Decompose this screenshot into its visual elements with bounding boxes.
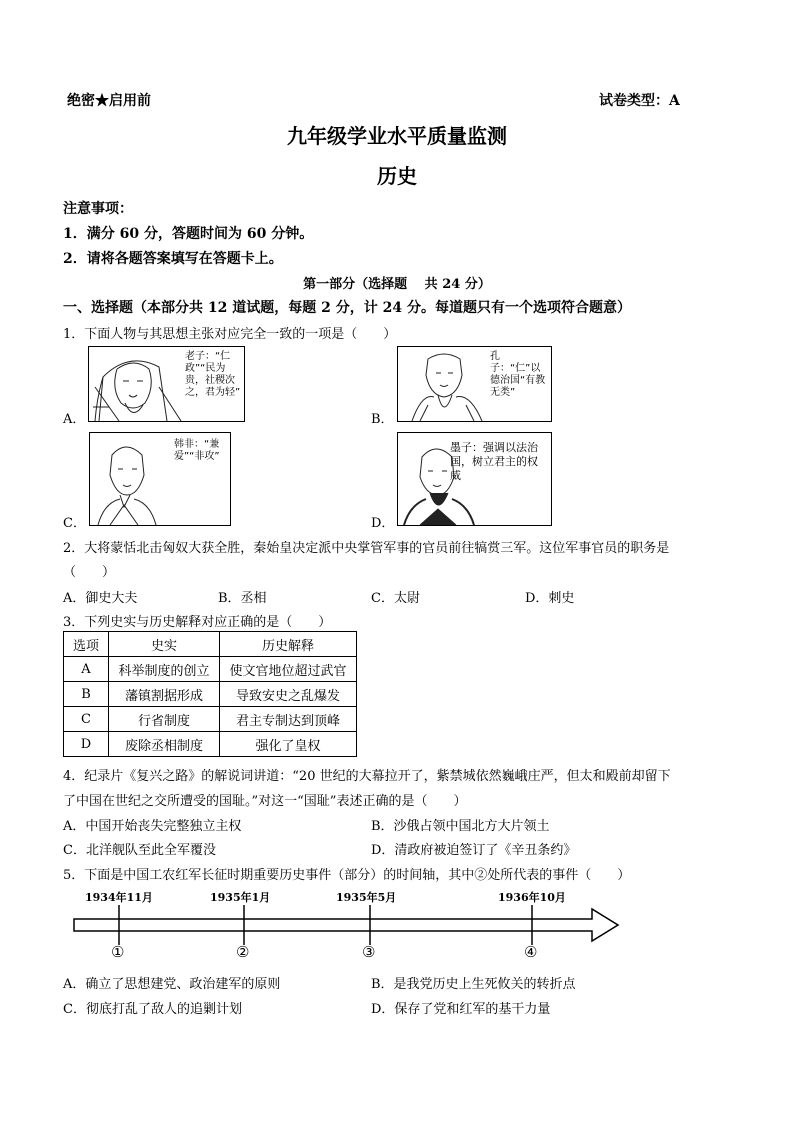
option: D．刺史 xyxy=(525,591,575,606)
option: B．是我党历史上生死攸关的转折点 xyxy=(371,977,576,992)
table-row xyxy=(64,707,357,732)
table-row xyxy=(64,732,357,757)
note-item: 2．请将各题答案填写在答题卡上。 xyxy=(63,251,283,267)
timeline-mark: ② xyxy=(236,943,250,961)
question-3-stem: 3．下列史实与历史解释对应正确的是（ ） xyxy=(63,615,332,630)
question-5-stem: 5．下面是中国工农红军长征时期重要历史事件（部分）的时间轴，其中②处所代表的事件（ ） xyxy=(63,868,631,883)
question-4-stem-cont: 了中国在世纪之交所遭受的国耻。”对这一“国耻”表述正确的是（ ） xyxy=(63,794,467,809)
portrait-caption: 墨子：强调以法治国，树立君主的权威 xyxy=(450,441,538,482)
table-cell: 君主专制达到顶峰 xyxy=(220,707,357,732)
confidential-label: 绝密★启用前 xyxy=(67,93,151,109)
part1-heading: 第一部分（选择题 共 24 分） xyxy=(303,277,491,292)
option: C．北洋舰队至此全军覆没 xyxy=(63,843,216,858)
portrait-caption: 孔子：“仁”以德治国“有教无类” xyxy=(490,351,546,398)
option: A．御史大夫 xyxy=(63,591,138,606)
table-cell: 强化了皇权 xyxy=(220,732,357,757)
timeline-date: 1935年1月 xyxy=(210,891,271,904)
portrait-d xyxy=(397,432,552,526)
question-2-stem-cont: （ ） xyxy=(63,565,116,580)
table-cell: B xyxy=(64,682,109,707)
portrait-caption: 老子：“仁政”“民为贵，社稷次之，君为轻” xyxy=(185,351,241,398)
table-cell: A xyxy=(64,657,109,682)
option: D．保存了党和红军的基干力量 xyxy=(371,1002,551,1017)
exam-title: 九年级学业水平质量监测 xyxy=(287,124,507,148)
portrait-b xyxy=(397,346,552,422)
table-header: 历史解释 xyxy=(220,632,357,657)
timeline-date: 1935年5月 xyxy=(336,891,397,904)
timeline-date: 1936年10月 xyxy=(498,891,566,904)
portrait-a xyxy=(88,346,245,422)
table-header-row xyxy=(64,632,357,657)
option-label: C． xyxy=(63,516,86,531)
portrait-c xyxy=(89,432,231,526)
option-label: D． xyxy=(371,516,395,531)
table-cell: 科举制度的创立 xyxy=(109,657,220,682)
table-cell: 导致安史之乱爆发 xyxy=(220,682,357,707)
option: C．太尉 xyxy=(371,591,420,606)
history-table xyxy=(63,631,357,757)
timeline-mark: ① xyxy=(111,943,125,961)
option: B．丞相 xyxy=(218,591,267,606)
table-cell: 使文官地位超过武官 xyxy=(220,657,357,682)
option: A．确立了思想建党、政治建军的原则 xyxy=(63,977,281,992)
timeline-mark: ③ xyxy=(362,943,376,961)
option: C．彻底打乱了敌人的追剿计划 xyxy=(63,1002,242,1017)
table-header: 选项 xyxy=(64,632,109,657)
option-label: A． xyxy=(63,412,86,427)
section-heading: 一、选择题（本部分共 12 道试题，每题 2 分，计 24 分。每道题只有一个选项符合题意） xyxy=(63,300,631,316)
option: B．沙俄占领中国北方大片领土 xyxy=(371,819,550,834)
table-row xyxy=(64,682,357,707)
question-2-stem: 2．大将蒙恬北击匈奴大获全胜，秦始皇决定派中央掌管军事的官员前往犒赏三军。这位军事官员的职务是 xyxy=(63,541,670,556)
portrait-caption: 韩非：“兼爱”“非攻” xyxy=(174,439,220,462)
notes-heading: 注意事项： xyxy=(63,201,133,217)
table-header: 史实 xyxy=(109,632,220,657)
note-item: 1．满分 60 分，答题时间为 60 分钟。 xyxy=(63,226,314,242)
table-cell: 藩镇割据形成 xyxy=(109,682,220,707)
table-cell: 行省制度 xyxy=(109,707,220,732)
option: A．中国开始丧失完整独立主权 xyxy=(63,819,242,834)
timeline-mark: ④ xyxy=(524,943,538,961)
paper-type-label: 试卷类型：A xyxy=(599,93,680,109)
option: D．清政府被迫签订了《辛丑条约》 xyxy=(371,843,577,858)
question-4-stem: 4．纪录片《复兴之路》的解说词讲道：“20 世纪的大幕拉开了，紫禁城依然巍峨庄严，但太和殿前却留下 xyxy=(63,769,671,784)
question-1-stem: 1．下面人物与其思想主张对应完全一致的一项是（ ） xyxy=(63,327,397,342)
timeline xyxy=(72,891,620,961)
table-cell: D xyxy=(64,732,109,757)
timeline-date: 1934年11月 xyxy=(85,891,153,904)
subject-title: 历史 xyxy=(377,164,417,188)
option-label: B． xyxy=(371,412,394,427)
table-row xyxy=(64,657,357,682)
table-cell: C xyxy=(64,707,109,732)
table-cell: 废除丞相制度 xyxy=(109,732,220,757)
